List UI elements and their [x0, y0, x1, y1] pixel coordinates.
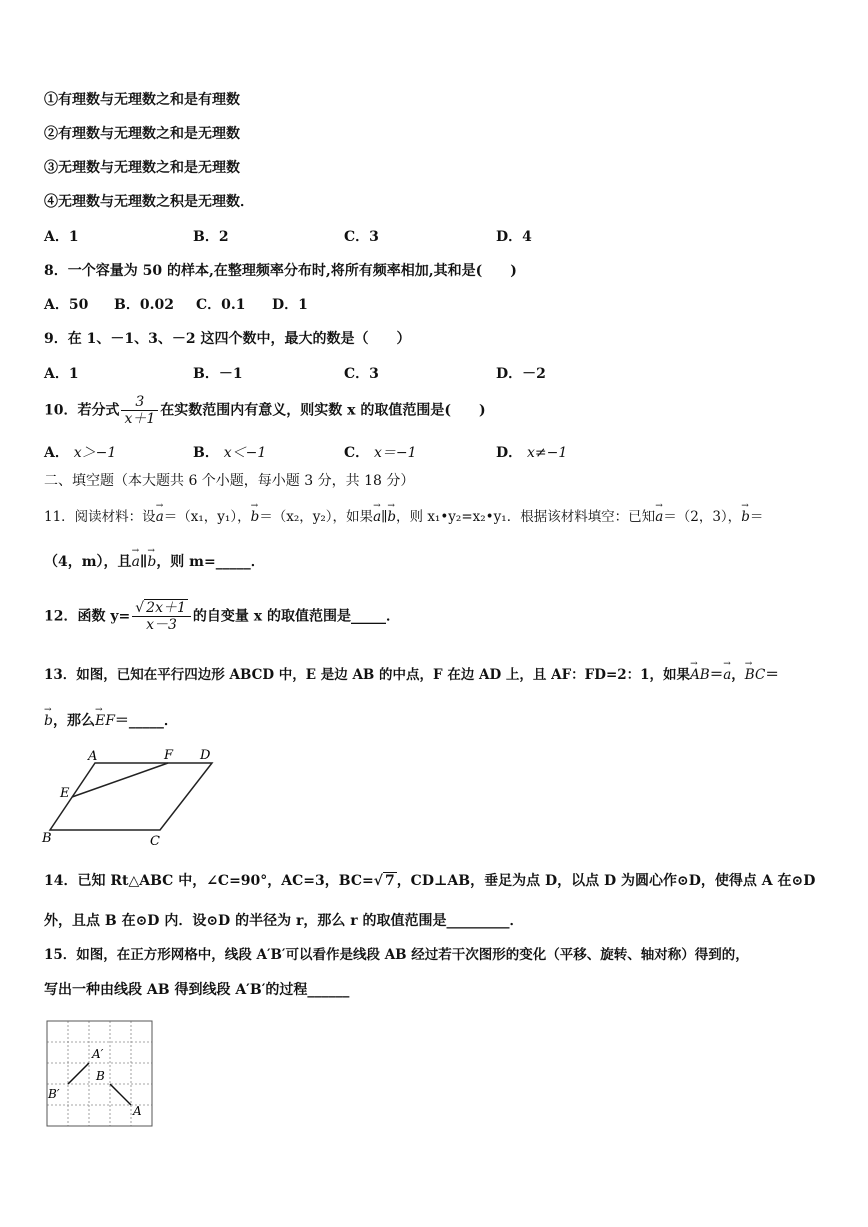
q10-option-b: B． x＜−1 — [193, 445, 267, 461]
segment-ab — [110, 1084, 131, 1105]
q8-stem: 8．一个容量为 50 的样本,在整理频率分布时,将所有频率相加,其和是( ) — [44, 263, 517, 279]
q7-option-a: A．1 — [44, 229, 79, 245]
segment-a-prime-b-prime — [68, 1063, 89, 1084]
q10-option-c: C． x＝−1 — [344, 445, 417, 461]
q10-option-a: A． x＞−1 — [44, 445, 117, 461]
label-a-prime: A′ — [92, 1047, 104, 1061]
q9-option-b: B．－1 — [193, 366, 243, 382]
label-b-prime: B′ — [48, 1087, 60, 1101]
statement-4: ④无理数与无理数之积是无理数． — [44, 194, 254, 210]
q10-stem — [44, 394, 486, 427]
segment-ef — [72, 763, 168, 797]
statement-3: ③无理数与无理数之和是无理数 — [44, 160, 240, 176]
label-d: D — [200, 748, 211, 763]
label-f: F — [164, 748, 174, 763]
q9-option-c: C．3 — [344, 366, 379, 382]
q14-line-2: 外，且点 B 在⊙D 内．设⊙D 的半径为 r，那么 r 的取值范围是_________． — [44, 913, 524, 929]
label-e: E — [60, 786, 70, 801]
q8-option-d: D．1 — [272, 297, 308, 313]
q10-option-d: D． x≠−1 — [496, 445, 568, 461]
q8-option-c: C．0.1 — [196, 297, 246, 313]
q7-option-b: B．2 — [193, 229, 229, 245]
q15-line-1: 15．如图，在正方形网格中，线段 A′B′可以看作是线段 AB 经过若干次图形的变化（平移、旋转、轴对称）得到的， — [44, 947, 749, 963]
q10-suffix: 在实数范围内有意义，则实数 x 的取值范围是( ) — [160, 402, 486, 419]
q10-prefix: 10．若分式 — [44, 402, 120, 419]
q10-frac-num: 3 — [121, 394, 158, 411]
q9-stem: 9．在 1、－1、3、－2 这四个数中，最大的数是（ ） — [44, 331, 411, 347]
q12-stem: 12．函数 y= $\frac{√ 2x+1}{x-3}$ 的自变量 x 的取值范围是_____． — [44, 600, 400, 633]
q9-option-d: D．－2 — [496, 366, 546, 382]
label-a: A — [88, 749, 98, 764]
label-b: B — [96, 1069, 105, 1083]
q7-option-d: D．4 — [496, 229, 532, 245]
q13-line-2: → b，那么→ EF＝_____． — [44, 712, 178, 730]
q13-line-1: 13．如图，已知在平行四边形 ABCD 中，E 是边 AB 的中点，F 在边 AD 上，且 AF：FD=2：1，如果→ AB＝→ a，→ BC＝ — [44, 666, 779, 684]
section-2-heading: 二、填空题（本大题共 6 个小题，每小题 3 分，共 18 分） — [44, 473, 415, 489]
q14-line-1: 14．已知 Rt△ABC 中，∠C=90°，AC=3，BC=√ 7 ，CD⊥AB，垂足为点 D，以点 D 为圆心作⊙D，使得点 A 在⊙D — [44, 873, 816, 889]
statement-2: ②有理数与无理数之和是无理数 — [44, 126, 240, 142]
label-c: C — [150, 834, 160, 849]
q8-option-b: B．0.02 — [114, 297, 174, 313]
q12-fraction: $\frac{√ 2x+1}{x-3}$ — [132, 600, 191, 633]
q9-option-a: A．1 — [44, 366, 79, 382]
q11-line-1: 11．阅读材料：设→ a＝（x₁，y₁），→ b＝（x₂，y₂），如果→ a∥→ b，则 x₁•y₂=x₂•y₁．根据该材料填空：已知→ a＝（2，3），→ b＝ — [44, 508, 763, 526]
label-a: A — [133, 1104, 142, 1118]
q10-fraction — [121, 394, 158, 427]
q15-grid-figure — [44, 1018, 159, 1130]
q7-option-c: C．3 — [344, 229, 379, 245]
label-b: B — [42, 831, 52, 846]
q8-option-a: A．50 — [44, 297, 89, 313]
q15-line-2: 写出一种由线段 AB 得到线段 A′B′的过程______ — [44, 982, 350, 998]
q10-frac-den: x＋1 — [124, 411, 156, 427]
q13-parallelogram-figure — [40, 745, 220, 850]
q11-line-2: （4，m），且→ a∥→ b，则 m=_____． — [44, 553, 265, 571]
statement-1: ①有理数与无理数之和是有理数 — [44, 92, 240, 108]
